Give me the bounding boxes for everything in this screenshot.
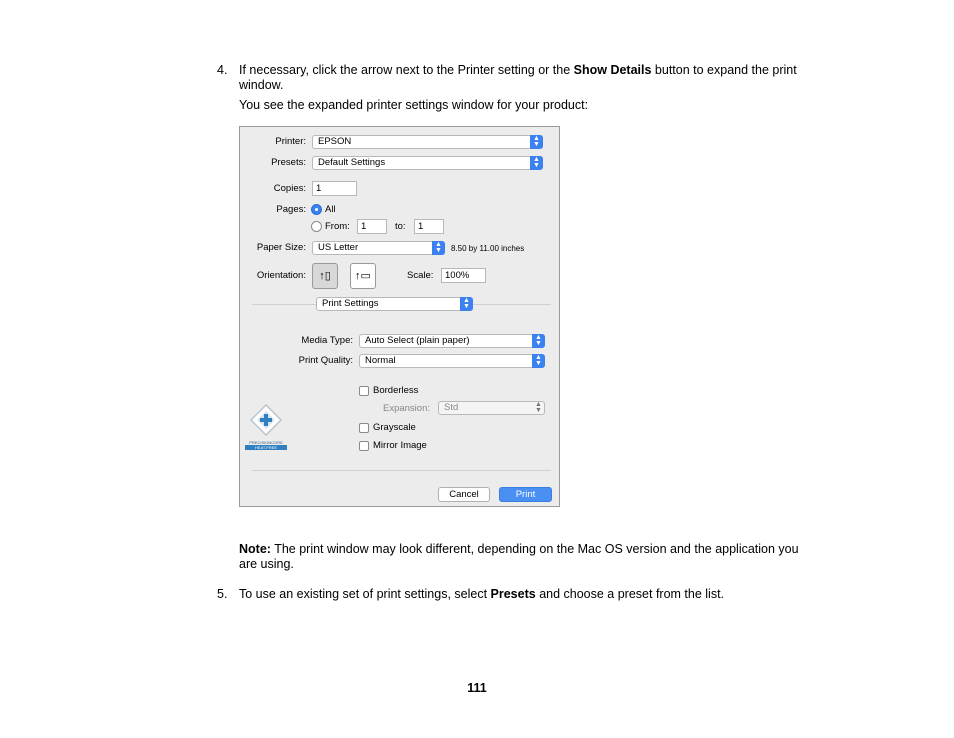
chevron-updown-icon: ▲ ▼ <box>532 334 545 348</box>
landscape-orientation-button[interactable] <box>350 263 376 289</box>
step-5-text-a: To use an existing set of print settings, select <box>239 587 491 601</box>
landscape-icon: ↑▭ <box>355 270 371 282</box>
mirror-image-checkbox[interactable] <box>359 441 369 451</box>
grayscale-label: Grayscale <box>373 422 416 433</box>
pages-label: Pages: <box>276 204 306 215</box>
note <box>239 542 819 572</box>
media-type-label: Media Type: <box>301 335 353 346</box>
pages-from-radio[interactable] <box>311 221 322 232</box>
print-button[interactable]: Print <box>499 487 552 502</box>
step-4-number: 4. <box>217 63 228 77</box>
pages-from-label: From: <box>325 221 350 232</box>
portrait-icon: ↑▯ <box>319 270 331 282</box>
precisioncore-logo <box>245 403 287 453</box>
print-dialog <box>239 126 560 507</box>
presets-value: Default Settings <box>318 157 386 168</box>
borderless-label: Borderless <box>373 385 419 396</box>
printer-value: EPSON <box>318 136 352 147</box>
presets-label: Presets: <box>271 157 306 168</box>
note-bold: Note: <box>239 542 271 556</box>
copies-label: Copies: <box>273 183 306 194</box>
logo-text-bottom: HEAT-FREE <box>245 445 287 450</box>
mirror-image-label: Mirror Image <box>373 440 427 451</box>
step-5-text-b: and choose a preset from the list. <box>535 587 725 601</box>
chevron-updown-icon: ▲ ▼ <box>530 135 543 149</box>
print-quality-label: Print Quality: <box>298 355 353 366</box>
expansion-value: Std <box>444 402 459 413</box>
presets-select[interactable] <box>312 156 543 170</box>
logo-text-top: PRECISIONCORE <box>249 440 283 445</box>
printer-label: Printer: <box>275 136 306 147</box>
chevron-updown-icon: ▲ ▼ <box>432 241 445 255</box>
page-number: 111 <box>467 681 487 695</box>
scale-input[interactable]: 100% <box>441 268 486 283</box>
borderless-checkbox[interactable] <box>359 386 369 396</box>
media-type-value: Auto Select (plain paper) <box>365 335 470 346</box>
chevron-updown-icon: ▲ ▼ <box>532 354 545 368</box>
chevron-updown-icon: ▲ ▼ <box>530 156 543 170</box>
step-5-text <box>239 587 839 602</box>
orientation-label: Orientation: <box>256 270 306 281</box>
panel-select[interactable] <box>316 297 473 311</box>
print-quality-value: Normal <box>365 355 396 366</box>
chevron-updown-icon: ▲ ▼ <box>535 401 542 414</box>
scale-label: Scale: <box>407 270 434 281</box>
print-quality-select[interactable] <box>359 354 545 368</box>
pages-all-radio[interactable] <box>311 204 322 215</box>
step-4-text-b: button to expand the print window. <box>239 63 797 92</box>
note-text: The print window may look different, depending on the Mac OS version and the application you are using. <box>239 542 799 571</box>
paper-size-select[interactable] <box>312 241 445 255</box>
printer-select[interactable] <box>312 135 543 149</box>
pages-all-label: All <box>325 204 336 215</box>
copies-input[interactable]: 1 <box>312 181 357 196</box>
panel-value: Print Settings <box>322 298 379 309</box>
step-5-number: 5. <box>217 587 228 601</box>
pages-from-input[interactable]: 1 <box>357 219 387 234</box>
step-4-text <box>239 63 819 93</box>
expansion-label: Expansion: <box>383 403 431 414</box>
footer-divider <box>252 470 551 471</box>
pages-to-label: to: <box>395 221 406 232</box>
pages-to-input[interactable]: 1 <box>414 219 444 234</box>
step-5-bold: Presets <box>490 587 536 601</box>
paper-size-label: Paper Size: <box>256 242 306 253</box>
step-4-text-a: If necessary, click the arrow next to the Printer setting or the <box>239 63 574 77</box>
step-4-subtext: You see the expanded printer settings window for your product: <box>239 98 589 112</box>
grayscale-checkbox[interactable] <box>359 423 369 433</box>
expansion-select[interactable] <box>438 401 545 415</box>
paper-dimensions: 8.50 by 11.00 inches <box>451 244 525 253</box>
cancel-button[interactable]: Cancel <box>438 487 490 502</box>
precisioncore-diamond-icon <box>245 403 287 437</box>
portrait-orientation-button[interactable] <box>312 263 338 289</box>
media-type-select[interactable] <box>359 334 545 348</box>
step-4-bold: Show Details <box>573 63 652 77</box>
paper-size-value: US Letter <box>318 242 359 253</box>
chevron-updown-icon: ▲ ▼ <box>460 297 473 311</box>
